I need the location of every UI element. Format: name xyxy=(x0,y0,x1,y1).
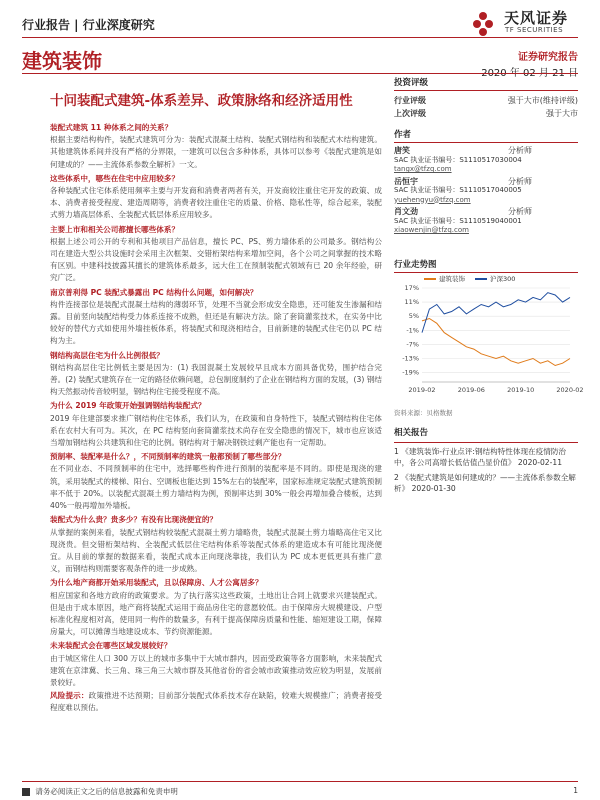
section-paragraph: 根据主要结构构件，装配式建筑可分为：装配式混凝土结构、装配式钢结构和装配式木结构建筑。其他建筑体系间并没有严格的分界限，一建筑可以包含多种体系，具体可以参考《装配式建筑是如何建成的？——主流体系参数全解析》一文。 xyxy=(50,135,382,169)
legend-label: 沪深300 xyxy=(490,275,516,283)
section-paragraph: 根据上述公司公开的专利和其他项目产品信息，擅长 PC、PS、剪力墙体系的公司最多。钢结构公司在建造大型公共设施时会采用主次框架、交错桁架结构来增加空间，各个公司之间掌握的技术略有区别。中建科技披露其擅长的建筑体系最多，远大住工在预制装配式领域有已 20 余年经验，研究广泛。 xyxy=(50,236,382,283)
x-tick-label: 2019-02 xyxy=(408,386,436,394)
main-body xyxy=(50,120,382,716)
chart-source: 资料来源：贝格数据 xyxy=(394,409,453,417)
series-line xyxy=(422,293,570,333)
author-role: 分析师 xyxy=(508,207,532,216)
section-heading: 钢结构高层住宅为什么比例很低？ xyxy=(50,350,164,360)
qr-code-icon xyxy=(22,788,30,796)
author-email: yuehengyu@tfzq.com xyxy=(394,195,471,204)
author-role: 分析师 xyxy=(508,146,532,155)
section-heading: 未来装配式会在哪些区域发展较好？ xyxy=(50,641,172,651)
risk-warning xyxy=(50,690,382,714)
x-tick-label: 2019-06 xyxy=(457,386,485,394)
report-label: 证券研究报告 xyxy=(518,52,578,63)
rating-value: 强于大市 xyxy=(546,109,578,118)
author-cert: SAC 执业证书编号：S1110517040005 xyxy=(394,186,522,194)
industry-trend-chart xyxy=(394,258,584,418)
y-tick-label: -1% xyxy=(406,326,419,335)
title-divider xyxy=(22,73,578,74)
page-number: 1 xyxy=(573,786,578,795)
report-type: 行业报告 | 行业深度研究 xyxy=(22,18,155,32)
section-heading: 装配式建筑 11 种体系之间的关系？ xyxy=(50,123,173,132)
author-list xyxy=(394,146,578,236)
y-tick-label: -7% xyxy=(406,340,419,349)
risk-label: 风险提示： xyxy=(50,691,89,701)
section-heading: 为什么地产商都开始采用装配式，且以保障房、人才公寓居多？ xyxy=(50,578,263,588)
rating-row xyxy=(394,107,578,120)
author-name: 肖文劲 xyxy=(394,207,418,216)
x-tick-label: 2020-02 xyxy=(556,386,584,394)
sidebar xyxy=(394,76,578,236)
author-cert: SAC 执业证书编号：S1110517030004 xyxy=(394,155,522,164)
y-tick-label: 17% xyxy=(404,284,419,292)
section-heading: 南京普利得 PC 装配式暴露出 PC 结构什么问题，如何解决？ xyxy=(50,287,258,297)
footer-divider xyxy=(22,781,578,782)
section-heading: 预制率、装配率是什么？，不同预制率的建筑一般都预制了哪些部分？ xyxy=(50,452,286,462)
footer xyxy=(22,786,578,797)
related-report-item: 2 《装配式建筑是如何建成的？——主流体系参数全解析》 2020-01-30 xyxy=(394,472,576,493)
author-role: 分析师 xyxy=(508,176,532,186)
related-heading: 相关报告 xyxy=(394,428,578,443)
author-name: 岳恒宇 xyxy=(394,176,418,186)
section-paragraph: 各种装配式住宅体系使用频率主要与开发商和消费者两者有关，开发商较注重住宅开发的政策、成本、消费者接受程度、建造周期等，消费者较注重住宅的质量、价格、隐私性等，综合起来，装配式剪力墙高层体系、全装配式低层体系应用较多。 xyxy=(50,186,382,220)
related-reports xyxy=(394,428,578,495)
legend-swatch xyxy=(475,278,487,280)
logo-text-en: TF SECURITIES xyxy=(505,26,564,34)
related-report-item: 1 《建筑装饰-行业点评:钢结构特性体现在疫情防治中，各公司高增长低估值凸显价值》 2020-02-11 xyxy=(394,446,567,467)
legend-label: 建筑装饰 xyxy=(439,275,465,283)
y-tick-label: -13% xyxy=(402,354,419,363)
author-name-row xyxy=(394,207,578,217)
author-entry xyxy=(394,177,578,206)
section-heading: 装配式为什么贵？贵多少？有没有比现浇便宜的？ xyxy=(50,515,218,525)
y-tick-label: 11% xyxy=(404,298,419,307)
risk-text: 政策推进不达预期；目前部分装配式体系技术存在缺陷，较难大规模推广；消费者接受程度难以预估。 xyxy=(50,691,383,713)
rating-key: 上次评级 xyxy=(394,109,426,118)
header-divider xyxy=(22,37,578,38)
author-name: 唐笑 xyxy=(394,146,410,155)
y-tick-label: -19% xyxy=(402,368,419,377)
author-entry xyxy=(394,207,578,236)
rating-table xyxy=(394,94,578,120)
section-paragraph: 2019 年住建部要求推广钢结构住宅体系，我们认为，在政策和自身特性下，装配式钢结构住宅体系在农村大有可为。其次，在 PC 结构竖向套筒灌浆技术尚存在安全隐患的情况下，城市也应该适当增加钢结构公共建筑和住宅的比例。钢结构对于解决钢铁过剩产能也有一定帮助。 xyxy=(50,413,382,448)
section-paragraph: 在不同业态、不同预制率的住宅中，选择哪些构件进行预制的装配率是不同的。即使是现浇的建筑，采用装配式的楼梯、阳台、空调板也能达到 15%左右的装配率，国家标准规定装配式建筑预制率不低于 20%。以装配式混凝土剪力墙结构为例，预制率达到 30%一般会再增加叠合楼板，达到 40%一般再增加外墙板。 xyxy=(50,464,382,511)
rating-heading: 投资评级 xyxy=(394,76,578,91)
author-entry xyxy=(394,146,578,175)
section-heading: 这些体系中，哪些在住宅中应用较多？ xyxy=(50,173,180,183)
top-bar xyxy=(22,9,578,38)
section-paragraph: 由于城区常住人口 300 万以上的城市多集中于大城市群内，因而受政策等各方面影响，未来装配式建筑在京津冀、长三角、珠三角三大城市群及其他省份的省会城市政策推动效应较为明显，发展前景较好。 xyxy=(50,653,382,687)
section-paragraph: 从掌握的案例来看，装配式钢结构较装配式混凝土剪力墙略贵，装配式混凝土剪力墙略高住宅又比现浇贵。但交错桁架结构、全装配式低层住宅结构体系等装配式体系的建造成本有可能比现浇便宜。从目前的掌握的数据来看，装配式成本正向现浇靠拢，我们认为 PC 成本更低更具有推广意义，而钢结构则需要客观条件的进一步成熟。 xyxy=(50,527,382,574)
section-heading: 为什么 2019 年政策开始强调钢结构装配式？ xyxy=(50,401,206,411)
x-tick-label: 2019-10 xyxy=(507,386,535,394)
logo-icon xyxy=(468,6,498,38)
company-logo xyxy=(468,6,578,40)
section-heading: 主要上市和相关公司都擅长哪些体系？ xyxy=(50,224,180,234)
section-paragraph: 钢结构高层住宅比例低主要是因为：(1) 我国混凝土发展较早且成本方面具备优势，围护结合完善。(2) 装配式建筑存在一定的路径依赖问题，总包制度制约了企业在钢结构方面的发展，(3) 钢结构天然振动传音较明显，钢结构住宅接受程度不高。 xyxy=(50,362,382,397)
author-cert: SAC 执业证书编号：S1110519040001 xyxy=(394,216,522,225)
industry-name: 建筑装饰 xyxy=(22,49,102,73)
author-name-row xyxy=(394,146,578,156)
authors-heading: 作者 xyxy=(394,128,578,143)
chart-plot xyxy=(394,282,584,402)
rating-value: 强于大市(维持评级) xyxy=(507,96,578,105)
section-paragraph: 构件连接部位是装配式混凝土结构的薄弱环节，处理不当就会形成安全隐患，还可能发生渗漏和结露。目前竖向装配结构受力体系连接不成熟，但还是有解决方法。除了套筒灌浆技术，在实务中比较好的替代方式如使用外墙挂板体系，将装配式和现浇相结合，目前新建的装配式住宅仍以 PC 结构为主。 xyxy=(50,299,382,346)
y-tick-label: 5% xyxy=(408,312,419,321)
rating-key: 行业评级 xyxy=(394,96,426,105)
author-email: tangx@tfzq.com xyxy=(394,165,452,173)
legend-swatch xyxy=(424,278,436,280)
logo-text-cn: 天风证券 xyxy=(504,9,569,27)
report-title: 十问装配式建筑-体系差异、政策脉络和经济适用性 xyxy=(50,93,353,109)
section-paragraph: 相应国家和各地方政府的政策要求。为了执行落实这些政策，土地出让合同上就要求兴建装配式。但是由于成本原因，地产商将装配式运用于商品房住宅的意愿较低。由于保障房大规模建设、户型标准化程度相对高，使用同一构件的数量多，有利于提高保障房质量和性能、缩短建设工期，保障房量大，可以摊薄当地建设成本、节约资源能源。 xyxy=(50,590,382,637)
disclaimer-text: 请务必阅读正文之后的信息披露和免责申明 xyxy=(35,787,178,796)
chart-title: 行业走势图 xyxy=(394,258,578,273)
author-name-row xyxy=(394,177,578,187)
rating-row xyxy=(394,94,578,107)
author-email: xiaowenjin@tfzq.com xyxy=(394,226,469,234)
